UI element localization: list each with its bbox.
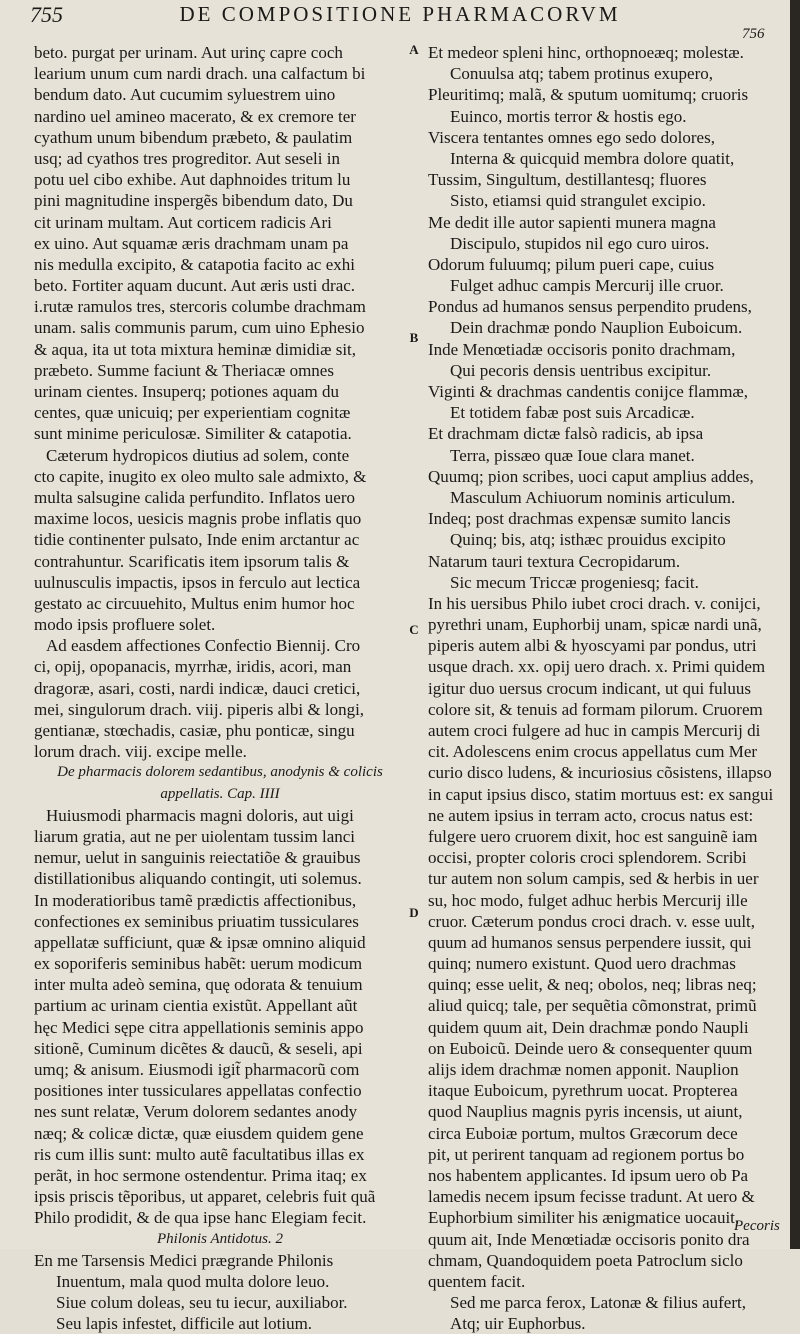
right-column-text-line: Dein drachmæ pondo Nauplion Euboicum. bbox=[450, 318, 743, 338]
left-column-text-line: liarum gratia, aut ne per uiolentam tussim lanci bbox=[34, 826, 356, 846]
left-column-text-line: beto. Fortiter aquam ducunt. Aut æris usti drac. bbox=[34, 276, 356, 296]
right-column-text-line: cruor. Cæterum pondus croci drach. v. esse uult, bbox=[428, 911, 756, 931]
left-column-text-line: modo ipsis profluere solet. bbox=[34, 615, 216, 635]
left-column-text-line: In moderatioribus tamẽ prædictis affectionibus, bbox=[34, 890, 357, 910]
page-header bbox=[0, 0, 800, 40]
right-column-text-line: Indeq; post drachmas expensæ sumito lancis bbox=[428, 509, 731, 529]
left-column-text-line: Inuentum, mala quod multa dolore leuo. bbox=[56, 1271, 330, 1291]
left-column-text-line: i.rutæ ramulos tres, stercoris columbe drachmam bbox=[34, 297, 366, 317]
right-column-text-line: Masculum Achiuorum nominis articulum. bbox=[450, 487, 736, 507]
left-column-text-line: ex soporiferis seminibus habẽt: uerum modicum bbox=[34, 954, 363, 974]
right-column-text-line: In his uersibus Philo iubet croci drach. v. conijci, bbox=[428, 593, 761, 613]
left-column-text-line: uulnusculis impactis, ipsos in ferculo aut lectica bbox=[34, 572, 361, 592]
left-column-text-line: En me Tarsensis Medici prægrande Philonis bbox=[34, 1250, 334, 1270]
right-column-text-line: Quinq; bis, atq; isthæc prouidus excipito bbox=[450, 530, 726, 550]
right-column-text-line: Pleuritimq; malã, & sputum uomitumq; cruoris bbox=[428, 85, 749, 105]
left-column-text-line: contrahuntur. Scarificatis item ipsorum talis & bbox=[34, 551, 350, 571]
right-column-text-line: Euphorbium similiter his ænigmatice uocauit, bbox=[428, 1208, 740, 1228]
right-column-text-line: circa Euboiæ portum, multos Græcorum dece bbox=[428, 1123, 738, 1143]
margin-letter-d: D bbox=[409, 905, 419, 920]
left-column-text-line: ci, opij, opopanacis, myrrhæ, iridis, acori, man bbox=[34, 657, 352, 677]
left-column-text-line: inter multa adeò semina, quę odorata & tenuium bbox=[34, 975, 363, 995]
right-column-text-line: usque drach. xx. opij uero drach. x. Primi quidem bbox=[428, 657, 766, 677]
left-column-text-line: tidie continenter pulsato, Inde enim arctantur ac bbox=[34, 530, 360, 550]
left-column-text-line: nis medulla excipito, & catapotia facito ac exhi bbox=[34, 254, 355, 274]
left-column-text-line: nardino uel amineo macerato, & ex cremore ter bbox=[34, 106, 356, 126]
left-column-text-line: Philo prodidit, & de qua ipse hanc Elegiam fecit. bbox=[34, 1208, 367, 1228]
right-column-text-line: fulgere uero cruorem dixit, hoc est sanguinẽ iam bbox=[428, 826, 758, 846]
left-column-text-line: & aqua, ita ut tota mixtura heminæ dimidiæ sit, bbox=[34, 339, 357, 359]
running-head: DE COMPOSITIONE PHARMACORVM bbox=[179, 2, 621, 26]
left-column-text-line: maxime locos, uesicis magnis probe inflatis quo bbox=[34, 509, 362, 529]
left-column-text-line: positiones inter tussiculares appellatas confectio bbox=[34, 1081, 362, 1101]
left-column-text-line: potu uel cibo exhibe. Aut daphnoides tritum lu bbox=[34, 170, 351, 190]
right-column-text-line: tur autem non solum campis, sed & herbis in uer bbox=[428, 869, 759, 889]
right-column-text-line: Qui pecoris densis uentribus excipitur. bbox=[450, 360, 712, 380]
left-column-text-line: ipsis priscis tẽporibus, ut apparet, celebris fuit quã bbox=[34, 1187, 376, 1207]
catchword: Pecoris bbox=[734, 1218, 780, 1234]
left-column-text-line: learium unum cum nardi drach. una calfactum bi bbox=[34, 64, 366, 84]
right-column-text-line: quentem facit. bbox=[428, 1271, 526, 1291]
right-column-text-line: chmam, Quandoquidem poeta Patroclum siclo bbox=[428, 1250, 743, 1270]
left-column-text-line: ris cum illis sunt: multo autẽ facultatibus illas ex bbox=[34, 1144, 365, 1164]
left-column-text-line: Philonis Antidotus. 2 bbox=[157, 1230, 283, 1247]
left-column-text-line: Huiusmodi pharmacis magni doloris, aut uigi bbox=[46, 805, 354, 825]
right-column-text-line: Conuulsa atq; tabem protinus exupero, bbox=[450, 64, 713, 84]
right-column-text-line: Viscera tentantes omnes ego sedo dolores, bbox=[428, 127, 715, 147]
left-column-text-line: gentianæ, stœchadis, casiæ, phu ponticæ, singu bbox=[34, 721, 355, 740]
right-column-text-line: occisi, propter coloris croci splendorem. Scribi bbox=[428, 848, 747, 868]
right-column-text-line: quinq; numero existunt. Quod uero drachmas bbox=[428, 954, 736, 974]
left-column-text-line: appellatis. Cap. IIII bbox=[160, 785, 280, 802]
right-column-text-line: autem croci fulgere ad huc in campis Mercurij di bbox=[428, 721, 761, 740]
left-column-text-line: partium ac urinam cientia existũt. Appellant aũt bbox=[34, 996, 358, 1016]
left-column-text-line: gestato ac circuuehito, Multus enim humor hoc bbox=[34, 593, 355, 613]
right-column-text-line: pyrethri unam, Euphorbij unam, spicæ nardi unã, bbox=[428, 615, 762, 635]
right-column-text-line: Et drachmam dictæ falsò radicis, ab ipsa bbox=[428, 424, 704, 444]
left-column-text-line: umq; & anisum. Eiusmodi igit̃ pharmacorũ com bbox=[34, 1060, 360, 1079]
right-column-text-line: Fulget adhuc campis Mercurij ille cruor. bbox=[450, 276, 724, 296]
right-column-text-line: Euinco, mortis terror & hostis ego. bbox=[450, 106, 687, 126]
left-column-text-line: pini magnitudine inspergẽs bibendum dato, Du bbox=[34, 191, 353, 211]
left-column-text-line: cit urinam multam. Aut corticem radicis Ari bbox=[34, 212, 332, 232]
left-column-text-line: distillationibus aliquando contingit, uti solemus. bbox=[34, 869, 362, 889]
right-column-text-line: aliud quicq; tale, per sequẽtia cõmonstrat, primũ bbox=[428, 996, 757, 1016]
right-column-text-line: Odorum fuluumq; pilum pueri cape, cuius bbox=[428, 254, 715, 274]
left-column-text-line: appellatæ sufficiunt, quæ & ipsæ omnino aliquid bbox=[34, 932, 366, 952]
left-column-text-line: Siue colum doleas, seu tu iecur, auxiliabor. bbox=[56, 1293, 348, 1313]
right-column-text-line: Sic mecum Triccæ progeniesq; facit. bbox=[450, 572, 699, 592]
right-column-text-line: in caput ipsius disco, statim mortuus est: ex sangui bbox=[428, 784, 774, 804]
right-column-text-line: Inde Menœtiadæ occisoris ponito drachmam, bbox=[428, 339, 736, 359]
left-column-text-line: Cæterum hydropicos diutius ad solem, conte bbox=[46, 445, 350, 465]
right-column-text-line: lamedis necem ipsum fecisse tradunt. At uero & bbox=[428, 1187, 755, 1207]
right-column-text-line: curio disco ludens, & incuriosius cõsistens, illapso bbox=[428, 763, 772, 783]
left-column-text-line: multa salsugine calida perfundito. Inflatos uero bbox=[34, 487, 356, 507]
right-column-text-line: Discipulo, stupidos nil ego curo uiros. bbox=[450, 233, 710, 253]
left-column-text-line: nemur, uelut in sanguinis reiectatiõe & grauibus bbox=[34, 848, 361, 868]
right-column-text-line: quum ad humanos sensus perpendere iussit, qui bbox=[428, 932, 752, 952]
left-column-text-line: unam. salis communis parum, cum uino Ephesio bbox=[34, 318, 365, 338]
right-column-text-line: Natarum tauri textura Cecropidarum. bbox=[428, 551, 681, 571]
right-column-text-line: igitur duo uersus crocum indicant, ut qui fuluus bbox=[428, 678, 751, 698]
right-column-text-line: Et medeor spleni hinc, orthopnoeæq; molestæ. bbox=[428, 43, 744, 62]
right-column-text-line: Me dedit ille autor sapienti munera magna bbox=[428, 212, 716, 232]
left-column bbox=[34, 42, 406, 1334]
left-column-text-line: perãt, in hoc sermone ostendentur. Prima itaq; ex bbox=[34, 1165, 367, 1185]
right-column-text-line: ne autem ipsius in terram acto, crocus natus est: bbox=[428, 805, 754, 825]
left-column-text-line: confectiones ex seminibus priuatim tussiculares bbox=[34, 911, 359, 931]
right-column-text-line: Viginti & drachmas candentis conijce flammæ, bbox=[428, 382, 749, 401]
left-column-text-line: usq; ad cyathos tres progreditor. Aut seseli in bbox=[34, 148, 340, 168]
left-column-text-line: centes, quæ unicuiq; per experientiam cognitæ bbox=[34, 403, 351, 423]
left-column-text-line: mei, singulorum drach. viij. piperis albi & longi, bbox=[34, 699, 365, 719]
right-column-text-line: Interna & quicquid membra dolore quatit, bbox=[450, 148, 735, 168]
left-column-text-line: cto capite, inugito ex oleo multo sale admixto, & bbox=[34, 466, 367, 486]
right-column-text-line: quod Nauplius magnis pyris incensis, ut aiunt, bbox=[428, 1102, 743, 1122]
right-column-text-line: Tussim, Singultum, destillantesq; fluores bbox=[428, 170, 707, 190]
right-column-text-line: quum ait, Inde Menœtiadæ occisoris ponito dra bbox=[428, 1229, 750, 1249]
right-column-text-line: cit. Adolescens enim crocus appellatus cum Mer bbox=[428, 742, 758, 762]
right-column-text-line: itaque Euboicum, pyrethrum uocat. Propterea bbox=[428, 1081, 738, 1101]
page-edge-shadow bbox=[790, 0, 800, 1249]
left-column-text-line: hęc Medici sępe citra appellationis seminis appo bbox=[34, 1017, 364, 1037]
right-column bbox=[428, 42, 774, 1334]
left-column-text-line: urinam cientes. Insuperq; potiones aquam du bbox=[34, 382, 339, 401]
right-column-text-line: nos habentem applicantes. Id ipsum uero ob Pa bbox=[428, 1165, 749, 1185]
right-column-text-line: su, hoc modo, fulget adhuc herbis Mercurij ille bbox=[428, 890, 748, 910]
left-column-text-line: næq; & colicæ dictæ, quæ eiusdem quidem gene bbox=[34, 1123, 364, 1143]
right-column-text-line: Et totidem fabæ post suis Arcadicæ. bbox=[450, 403, 695, 423]
left-column-text-line: De pharmacis dolorem sedantibus, anodynis & colicis bbox=[57, 764, 383, 781]
right-column-text-line: Sisto, etiamsi quid strangulet excipio. bbox=[450, 191, 706, 211]
right-column-text-line: piperis autem albi & hyoscyami par pondus, utri bbox=[428, 636, 757, 656]
right-column-text-line: quidem quum ait, Dein drachmæ pondo Naupli bbox=[428, 1017, 749, 1037]
left-column-text-line: lorum drach. viij. excipe melle. bbox=[34, 742, 247, 762]
margin-letter-a: A bbox=[409, 42, 419, 57]
left-column-text-line: Seu lapis infestet, difficile aut lotium. bbox=[56, 1314, 313, 1334]
right-column-text-line: alijs idem drachmæ nomen apponit. Nauplion bbox=[428, 1060, 739, 1079]
margin-letter-c: C bbox=[409, 622, 419, 637]
right-column-text-line: on Euboicũ. Deinde uero & consequenter quum bbox=[428, 1038, 753, 1058]
right-column-text-line: pit, ut perirent tanquam ad regionem portus bo bbox=[428, 1144, 745, 1164]
left-column-text-line: sitionẽ, Cuminum dicẽtes & daucũ, & seseli, api bbox=[34, 1038, 363, 1058]
left-column-text-line: cyathum unum bibendum præbeto, & paulatim bbox=[34, 127, 353, 147]
left-column-text-line: ex uino. Aut squamæ æris drachmam unam pa bbox=[34, 233, 349, 253]
right-column-text-line: Sed me parca ferox, Latonæ & filius aufert, bbox=[450, 1293, 746, 1313]
page-number-right: 756 bbox=[742, 26, 765, 42]
margin-letter-b: B bbox=[409, 330, 419, 345]
right-column-text-line: Pondus ad humanos sensus perpendito prudens, bbox=[428, 297, 752, 317]
right-column-text-line: Terra, pissæo quæ Ioue clara manet. bbox=[450, 445, 695, 465]
right-column-text-line: colore sit, & tenuis ad formam pilorum. Cruorem bbox=[428, 699, 763, 719]
left-column-text-line: beto. purgat per urinam. Aut urinç capre coch bbox=[34, 43, 343, 62]
left-column-text-line: præbeto. Summe faciunt & Theriacæ omnes bbox=[34, 360, 334, 380]
left-column-text-line: bendum dato. Aut cucumim syluestrem uino bbox=[34, 85, 336, 105]
left-column-text-line: dragoræ, asari, costi, nardi indicæ, dauci cretici, bbox=[34, 678, 361, 698]
left-column-text-line: sunt minime periculosæ. Similiter & catapotia. bbox=[34, 424, 352, 444]
right-column-text-line: Quumq; pion scribes, uoci caput amplius addes, bbox=[428, 466, 754, 486]
left-column-text-line: nes sunt relatæ, Verum dolorem sedantes anody bbox=[34, 1102, 358, 1122]
left-column-text-line: Ad easdem affectiones Confectio Biennij. Cro bbox=[46, 636, 361, 656]
right-column-text-line: quinq; esse uelit, & neq; obolos, neq; libras neq; bbox=[428, 975, 757, 995]
right-column-text-line: Atq; uir Euphorbus. bbox=[450, 1314, 586, 1334]
page-number-left: 755 bbox=[30, 2, 63, 27]
